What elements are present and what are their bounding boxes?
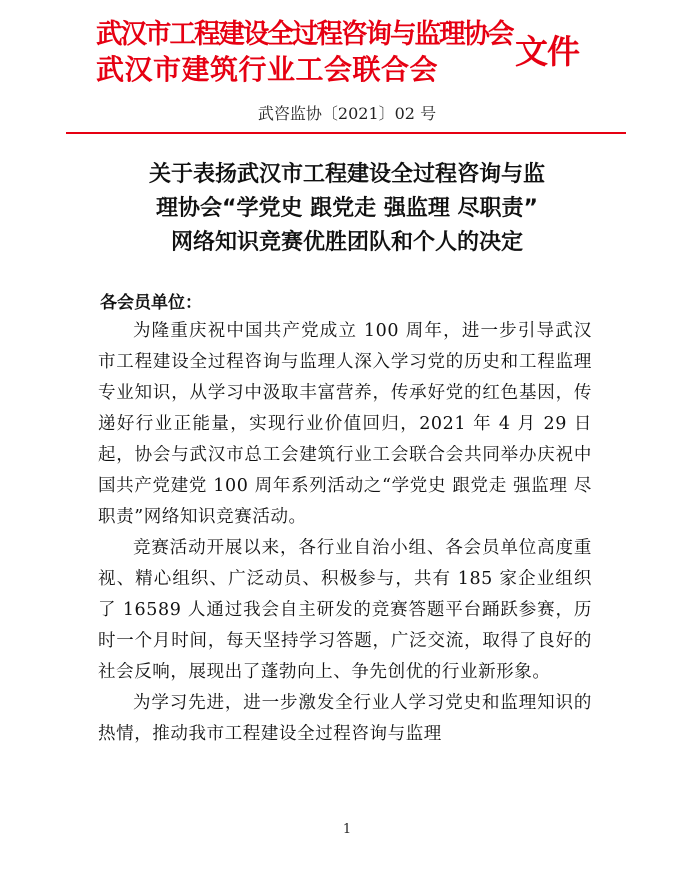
title-line-2: 理协会“学党史 跟党走 强监理 尽职责” (156, 196, 538, 221)
document-body (98, 316, 592, 750)
title-line-1: 关于表扬武汉市工程建设全过程咨询与监 (148, 162, 545, 187)
document-number: 武咨监协〔2021〕02 号 (257, 104, 437, 123)
salutation: 各会员单位： (100, 293, 202, 313)
body-paragraph-2: 竞赛活动开展以来，各行业自治小组、各会员单位高度重视、精心组织、广泛动员、积极参与，共有 185 家企业组织了 16589 人通过我会自主研发的竞赛答题平台踊跃参赛，历时一个月时间，每天坚持学习答题，广泛交流，取得了良好的社会反响，展现出了蓬勃向上、争先创优的行业新形象。 (98, 538, 592, 682)
document-title (80, 158, 614, 260)
letterhead-org-2: 武汉市建筑行业工会联合会 (96, 53, 439, 86)
letterhead-divider (66, 132, 626, 134)
letterhead (96, 10, 596, 92)
page-number: 1 (342, 822, 352, 837)
letterhead-org-1: 武汉市工程建设全过程咨询与监理协会 (96, 19, 513, 50)
body-paragraph-3: 为学习先进，进一步激发全行业人学习党史和监理知识的热情，推动我市工程建设全过程咨询与监理 (98, 693, 592, 744)
body-paragraph-1: 为隆重庆祝中国共产党成立 100 周年，进一步引导武汉市工程建设全过程咨询与监理人深入学习党的历史和工程监理专业知识，从学习中汲取丰富营养，传承好党的红色基因，传递好行业正能量，实现行业价值回归，2021 年 4 月 29 日起，协会与武汉市总工会建筑行业工会联合会共同举办庆祝中国共产党建党 100 周年系列活动之“学党史 跟党走 强监理 尽职责”网络知识竞赛活动。 (98, 321, 592, 527)
title-line-3: 网络知识竞赛优胜团队和个人的决定 (170, 230, 523, 255)
letterhead-suffix: 文件 (515, 32, 579, 71)
